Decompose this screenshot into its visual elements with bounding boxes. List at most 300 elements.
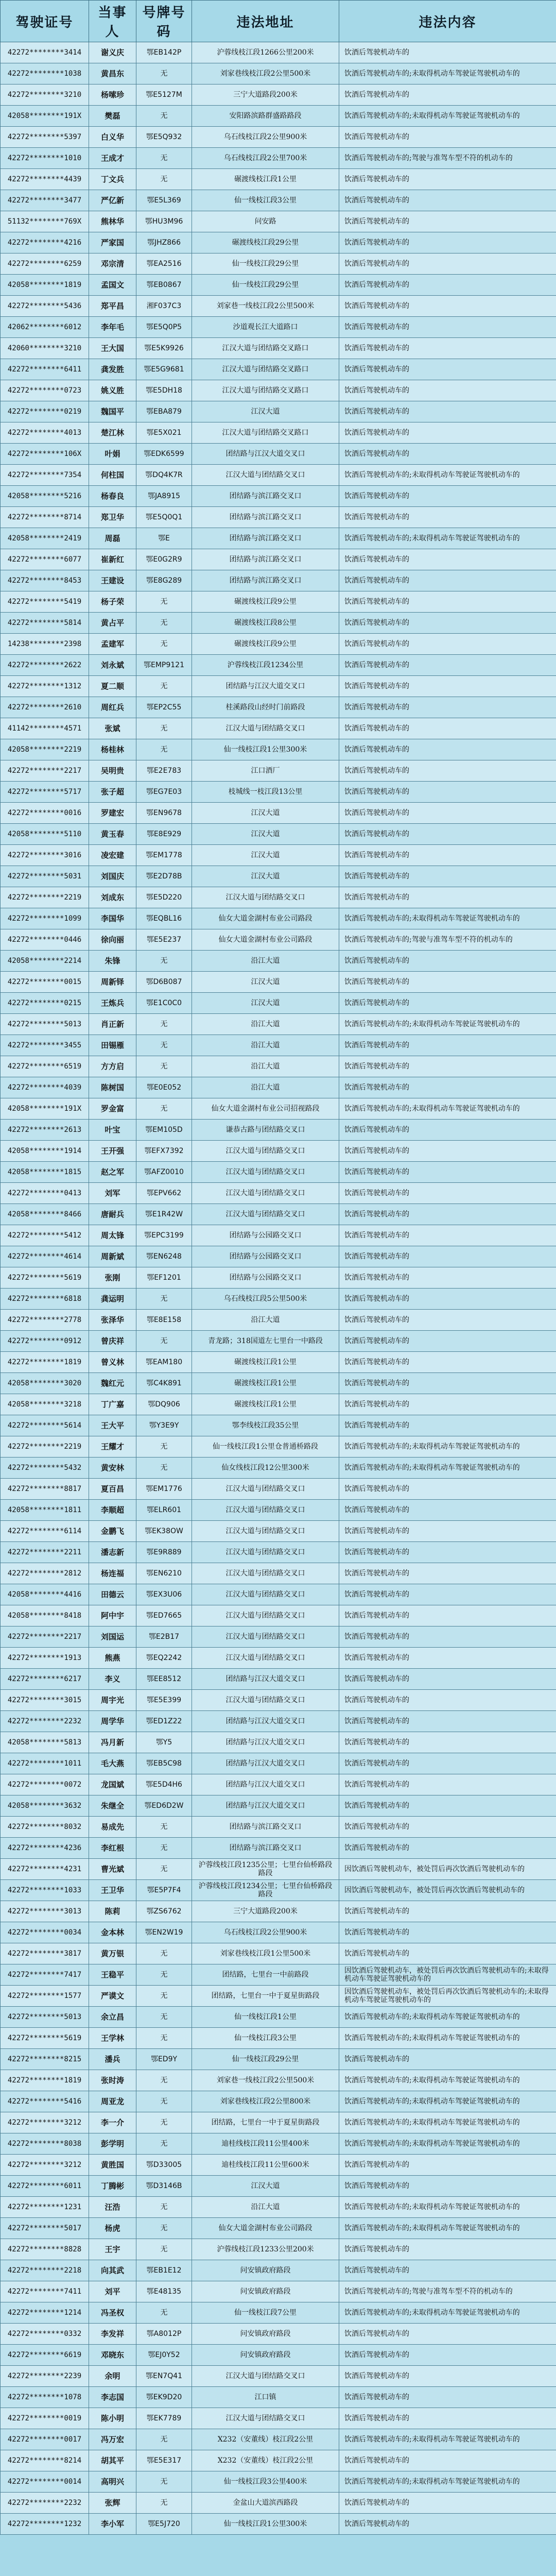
license-cell: 42272********2610 <box>1 697 89 718</box>
table-row <box>1 2239 556 2260</box>
location-cell: 团结路与滨江路交叉口 <box>192 1817 339 1838</box>
location-cell: 仙一线枝江段3公里 <box>192 2028 339 2049</box>
license-cell: 42272********0332 <box>1 2324 89 2345</box>
license-cell: 42272********5013 <box>1 1014 89 1035</box>
table-row <box>1 84 556 106</box>
content-cell: 饮酒后驾驶机动车的 <box>339 232 556 253</box>
license-cell: 42272********2217 <box>1 760 89 782</box>
content-cell: 饮酒后驾驶机动车的 <box>339 1817 556 1838</box>
content-cell: 饮酒后驾驶机动车的 <box>339 1690 556 1711</box>
license-cell: 42272********5717 <box>1 782 89 803</box>
location-cell: 沿江大道 <box>192 1077 339 1098</box>
table-row <box>1 232 556 253</box>
plate-cell: 无 <box>136 1289 192 1310</box>
plate-cell: 鄂EM1778 <box>136 845 192 866</box>
party-cell: 张泽华 <box>89 1310 136 1331</box>
license-cell: 42272********3016 <box>1 845 89 866</box>
license-cell: 42272********0912 <box>1 1331 89 1352</box>
location-cell: 仙一线枝江段1公里300米 <box>192 2514 339 2535</box>
license-cell: 14238********2398 <box>1 634 89 655</box>
license-cell: 42272********6519 <box>1 1056 89 1077</box>
plate-cell: 无 <box>136 951 192 972</box>
license-cell: 42272********3212 <box>1 2112 89 2133</box>
party-cell: 郑卫华 <box>89 507 136 528</box>
content-cell: 饮酒后驾驶机动车的;驾驶与准驾车型不符的机动车的 <box>339 2281 556 2302</box>
plate-cell: 鄂EPC3199 <box>136 1225 192 1246</box>
plate-cell: 无 <box>136 2070 192 2091</box>
table-row <box>1 2471 556 2493</box>
plate-cell: 鄂JA8915 <box>136 486 192 507</box>
plate-cell: 鄂EN7Q41 <box>136 2366 192 2387</box>
party-cell: 方方启 <box>89 1056 136 1077</box>
location-cell: 问安镇政府路段 <box>192 2345 339 2366</box>
plate-cell: 鄂EN2W19 <box>136 1922 192 1943</box>
plate-cell: 无 <box>136 1817 192 1838</box>
content-cell: 饮酒后驾驶机动车的;未取得机动车驾驶证驾驶机动车的 <box>339 2302 556 2324</box>
table-row <box>1 676 556 697</box>
location-cell: 江汉大道与团结路交叉口 <box>192 1500 339 1521</box>
plate-cell: 无 <box>136 2471 192 2493</box>
location-cell: 团结路与江汉大道交叉口 <box>192 1732 339 1753</box>
table-row <box>1 2091 556 2112</box>
plate-cell: 鄂ED1Z22 <box>136 1711 192 1732</box>
party-cell: 金鹏飞 <box>89 1521 136 1542</box>
location-cell: 团结路与江汉大道交叉口 <box>192 1795 339 1817</box>
content-cell: 饮酒后驾驶机动车的 <box>339 697 556 718</box>
content-cell: 饮酒后驾驶机动车的;未取得机动车驾驶证驾驶机动车的 <box>339 1436 556 1458</box>
license-cell: 42272********5419 <box>1 591 89 613</box>
location-cell: 乌石线枝江段2公里900米 <box>192 127 339 148</box>
location-cell: 江汉大道 <box>192 845 339 866</box>
license-cell: 42272********2812 <box>1 1563 89 1584</box>
content-cell: 饮酒后驾驶机动车的;未取得机动车驾驶证驾驶机动车的 <box>339 2070 556 2091</box>
license-cell: 42272********5814 <box>1 613 89 634</box>
plate-cell: 鄂DQ906 <box>136 1394 192 1415</box>
plate-cell: 无 <box>136 1964 192 1986</box>
content-cell: 饮酒后驾驶机动车的 <box>339 2155 556 2176</box>
location-cell: 江汉大道与团结路交叉口 <box>192 1605 339 1626</box>
party-cell: 冯万宏 <box>89 2429 136 2450</box>
location-cell: 碾渡线枝江段9公里 <box>192 634 339 655</box>
plate-cell: 鄂E5L369 <box>136 190 192 211</box>
license-cell: 42058********191X <box>1 1098 89 1120</box>
table-row <box>1 1500 556 1521</box>
location-cell: 团结路，七里台一中于夏星街路段 <box>192 2112 339 2133</box>
location-cell: 乌石线枝江段5公里500米 <box>192 1289 339 1310</box>
party-cell: 王学林 <box>89 2028 136 2049</box>
license-cell: 42272********4013 <box>1 422 89 444</box>
plate-cell: 无 <box>136 718 192 739</box>
license-cell: 42272********8828 <box>1 2239 89 2260</box>
license-cell: 42058********8466 <box>1 1204 89 1225</box>
location-cell: 碾渡线枝江段1公里 <box>192 1352 339 1373</box>
table-row <box>1 422 556 444</box>
content-cell: 饮酒后驾驶机动车的 <box>339 782 556 803</box>
table-row <box>1 1225 556 1246</box>
location-cell: 三宁大道路段200米 <box>192 84 339 106</box>
plate-cell: 鄂DQ4K7R <box>136 465 192 486</box>
location-cell: 仙一线枝江段7公里 <box>192 2302 339 2324</box>
table-row <box>1 1774 556 1795</box>
location-cell: 江汉大道与团结路交叉路口 <box>192 380 339 401</box>
party-cell: 魏红元 <box>89 1373 136 1394</box>
table-row <box>1 338 556 359</box>
license-cell: 42058********3218 <box>1 1394 89 1415</box>
table-row <box>1 317 556 338</box>
content-cell: 饮酒后驾驶机动车的;未取得机动车驾驶证驾驶机动车的 <box>339 2197 556 2218</box>
plate-cell: 鄂C4K891 <box>136 1373 192 1394</box>
table-row <box>1 1479 556 1500</box>
location-cell: 江汉大道与团结路交叉口 <box>192 718 339 739</box>
location-cell: 桂溪路段山经时门前路段 <box>192 697 339 718</box>
party-cell: 夏百昌 <box>89 1479 136 1500</box>
content-cell: 饮酒后驾驶机动车的;未取得机动车驾驶证驾驶机动车的 <box>339 106 556 127</box>
location-cell: 江汉大道与团结路交叉口 <box>192 1542 339 1563</box>
content-cell: 饮酒后驾驶机动车的 <box>339 1225 556 1246</box>
table-row <box>1 1183 556 1204</box>
content-cell: 饮酒后驾驶机动车的 <box>339 2324 556 2345</box>
party-cell: 龚运明 <box>89 1289 136 1310</box>
party-cell: 曹光斌 <box>89 1859 136 1880</box>
party-cell: 黄万银 <box>89 1943 136 1964</box>
table-row <box>1 1838 556 1859</box>
location-cell: 江汉大道与团结路交叉口 <box>192 1584 339 1605</box>
plate-cell: 鄂EB0867 <box>136 275 192 296</box>
content-cell: 饮酒后驾驶机动车的 <box>339 760 556 782</box>
table-row <box>1 2366 556 2387</box>
table-row <box>1 1817 556 1838</box>
content-cell: 饮酒后驾驶机动车的 <box>339 422 556 444</box>
license-cell: 42272********2218 <box>1 2260 89 2281</box>
plate-cell: 无 <box>136 2218 192 2239</box>
license-cell: 42272********0016 <box>1 803 89 824</box>
content-cell: 饮酒后驾驶机动车的 <box>339 591 556 613</box>
plate-cell: 无 <box>136 634 192 655</box>
plate-cell: 鄂ED9Y <box>136 2049 192 2070</box>
plate-cell: 鄂EJ0Y52 <box>136 2345 192 2366</box>
party-cell: 张子超 <box>89 782 136 803</box>
location-cell: 团结路与江汉大道交叉口 <box>192 1753 339 1774</box>
plate-cell: 无 <box>136 1056 192 1077</box>
party-cell: 黄玉春 <box>89 824 136 845</box>
content-cell: 饮酒后驾驶机动车的 <box>339 2239 556 2260</box>
location-cell: 沪蓉线枝江段1233公里200米 <box>192 2239 339 2260</box>
party-cell: 魏国平 <box>89 401 136 422</box>
content-cell: 饮酒后驾驶机动车的;未取得机动车驾驶证驾驶机动车的 <box>339 528 556 549</box>
license-cell: 42272********2613 <box>1 1120 89 1141</box>
content-cell: 饮酒后驾驶机动车的 <box>339 359 556 380</box>
party-cell: 邓晓东 <box>89 2345 136 2366</box>
plate-cell: 无 <box>136 1331 192 1352</box>
location-cell: 团结路，七里台一中前路段 <box>192 1964 339 1986</box>
location-cell: 仙一线枝江段29公里 <box>192 253 339 275</box>
content-cell: 饮酒后驾驶机动车的 <box>339 1479 556 1500</box>
table-row <box>1 486 556 507</box>
table-row <box>1 1795 556 1817</box>
plate-cell: 鄂EB142P <box>136 42 192 63</box>
plate-cell: 鄂EA2516 <box>136 253 192 275</box>
plate-cell: 鄂EN9678 <box>136 803 192 824</box>
party-cell: 余明 <box>89 2366 136 2387</box>
license-cell: 42272********0215 <box>1 993 89 1014</box>
license-cell: 42272********4236 <box>1 1838 89 1859</box>
location-cell: 仙一线枝江段3公里400米 <box>192 2471 339 2493</box>
license-cell: 42272********5397 <box>1 127 89 148</box>
party-cell: 王宇 <box>89 2239 136 2260</box>
table-row <box>1 2324 556 2345</box>
party-cell: 熊燕 <box>89 1648 136 1669</box>
table-row <box>1 929 556 951</box>
plate-cell: 鄂Y3E9Y <box>136 1415 192 1436</box>
content-cell: 饮酒后驾驶机动车的 <box>339 993 556 1014</box>
license-cell: 42272********3817 <box>1 1943 89 1964</box>
party-cell: 杨桂林 <box>89 739 136 760</box>
content-cell: 饮酒后驾驶机动车的 <box>339 401 556 422</box>
plate-cell: 鄂EB1E12 <box>136 2260 192 2281</box>
content-cell: 饮酒后驾驶机动车的 <box>339 1605 556 1626</box>
plate-cell: 鄂ZS6762 <box>136 1901 192 1922</box>
content-cell: 饮酒后驾驶机动车的 <box>339 718 556 739</box>
location-cell: 团结路与滨江路交叉口 <box>192 1838 339 1859</box>
plate-cell: 无 <box>136 1458 192 1479</box>
plate-cell: 鄂EK9D20 <box>136 2387 192 2408</box>
party-cell: 叶宝 <box>89 1120 136 1141</box>
license-cell: 42272********5416 <box>1 2091 89 2112</box>
content-cell: 饮酒后驾驶机动车的 <box>339 2366 556 2387</box>
location-cell: 团结路与公园路交叉口 <box>192 1246 339 1267</box>
plate-cell: 鄂EK7789 <box>136 2408 192 2429</box>
party-cell: 田锡雁 <box>89 1035 136 1056</box>
location-cell: 仙女大道金湖村布业公司路段 <box>192 908 339 929</box>
location-cell: 碾渡线枝江段9公里 <box>192 591 339 613</box>
location-cell: 江汉大道与团结路交叉口 <box>192 1162 339 1183</box>
table-row <box>1 760 556 782</box>
license-cell: 42272********2219 <box>1 887 89 908</box>
license-cell: 42272********5017 <box>1 2218 89 2239</box>
plate-cell: 鄂EM1776 <box>136 1479 192 1500</box>
table-row <box>1 1542 556 1563</box>
location-cell: 鄂李线枝江段35公里 <box>192 1415 339 1436</box>
party-cell: 刘国运 <box>89 1626 136 1648</box>
plate-cell: 无 <box>136 2302 192 2324</box>
party-cell: 王大国 <box>89 338 136 359</box>
content-cell: 饮酒后驾驶机动车的 <box>339 887 556 908</box>
content-cell: 饮酒后驾驶机动车的 <box>339 1711 556 1732</box>
table-row <box>1 655 556 676</box>
plate-cell: 无 <box>136 2091 192 2112</box>
license-cell: 42058********5110 <box>1 824 89 845</box>
content-cell: 饮酒后驾驶机动车的;未取得机动车驾驶证驾驶机动车的 <box>339 2218 556 2239</box>
location-cell: 碾渡线枝江段1公里 <box>192 1373 339 1394</box>
license-cell: 42272********6077 <box>1 549 89 570</box>
content-cell: 饮酒后驾驶机动车的 <box>339 824 556 845</box>
plate-cell: 鄂EN6210 <box>136 1563 192 1584</box>
license-cell: 42272********3212 <box>1 2155 89 2176</box>
content-cell: 因饮酒后驾驶机动车，被处罚后再次饮酒后驾驶机动车的 <box>339 1859 556 1880</box>
content-cell: 饮酒后驾驶机动车的 <box>339 2450 556 2471</box>
plate-cell: 鄂E9R889 <box>136 1542 192 1563</box>
table-row <box>1 2493 556 2514</box>
party-cell: 熊林华 <box>89 211 136 232</box>
table-row <box>1 1986 556 2007</box>
content-cell: 饮酒后驾驶机动车的 <box>339 1542 556 1563</box>
license-cell: 42272********5031 <box>1 866 89 887</box>
plate-cell: 鄂E5127M <box>136 84 192 106</box>
table-row <box>1 127 556 148</box>
table-row <box>1 2260 556 2281</box>
plate-cell: 鄂D6B087 <box>136 972 192 993</box>
content-cell: 饮酒后驾驶机动车的;未取得机动车驾驶证驾驶机动车的 <box>339 2007 556 2028</box>
party-cell: 潘兵 <box>89 2049 136 2070</box>
table-row <box>1 1753 556 1774</box>
license-cell: 42272********5013 <box>1 2007 89 2028</box>
party-cell: 谢义庆 <box>89 42 136 63</box>
license-cell: 42272********2217 <box>1 1626 89 1648</box>
party-cell: 曾庆祥 <box>89 1331 136 1352</box>
content-cell: 饮酒后驾驶机动车的 <box>339 1310 556 1331</box>
location-cell: 仙一线枝江段29公里 <box>192 275 339 296</box>
plate-cell: 鄂ELR601 <box>136 1500 192 1521</box>
license-cell: 42058********4416 <box>1 1584 89 1605</box>
table-row <box>1 2155 556 2176</box>
table-row <box>1 1162 556 1183</box>
content-cell: 饮酒后驾驶机动车的 <box>339 1352 556 1373</box>
plate-cell: 鄂D3146B <box>136 2176 192 2197</box>
plate-cell: 无 <box>136 2493 192 2514</box>
table-row <box>1 1120 556 1141</box>
party-cell: 陈莉 <box>89 1901 136 1922</box>
location-cell: 沪蓉线枝江段1235公里；七里台仙桥路段路段 <box>192 1859 339 1880</box>
location-cell: 问安路 <box>192 211 339 232</box>
content-cell: 饮酒后驾驶机动车的 <box>339 570 556 591</box>
party-cell: 向其武 <box>89 2260 136 2281</box>
location-cell: 团结路与滨江路交叉口 <box>192 486 339 507</box>
party-cell: 陈树国 <box>89 1077 136 1098</box>
table-row <box>1 591 556 613</box>
license-cell: 42272********2622 <box>1 655 89 676</box>
plate-cell: 无 <box>136 1035 192 1056</box>
plate-cell: 鄂E5Q932 <box>136 127 192 148</box>
table-row <box>1 2408 556 2429</box>
plate-cell: 鄂EPV662 <box>136 1183 192 1204</box>
plate-cell: 无 <box>136 106 192 127</box>
table-row <box>1 507 556 528</box>
license-cell: 42272********1078 <box>1 2387 89 2408</box>
location-cell: 江口镇 <box>192 2387 339 2408</box>
table-row <box>1 1732 556 1753</box>
party-cell: 张时涛 <box>89 2070 136 2091</box>
location-cell: 江汉大道与团结路交叉口 <box>192 465 339 486</box>
content-cell: 饮酒后驾驶机动车的 <box>339 1141 556 1162</box>
plate-cell: 无 <box>136 739 192 760</box>
party-cell: 夏二顺 <box>89 676 136 697</box>
content-cell: 饮酒后驾驶机动车的 <box>339 2514 556 2535</box>
party-cell: 冯月新 <box>89 1732 136 1753</box>
license-cell: 42272********8038 <box>1 2133 89 2155</box>
license-cell: 42272********0446 <box>1 929 89 951</box>
license-cell: 42272********1011 <box>1 1753 89 1774</box>
content-cell: 饮酒后驾驶机动车的 <box>339 2049 556 2070</box>
license-cell: 42272********2778 <box>1 1310 89 1331</box>
location-cell: 枝城线一枝江段13公里 <box>192 782 339 803</box>
license-cell: 42272********2232 <box>1 1711 89 1732</box>
party-cell: 刘永斌 <box>89 655 136 676</box>
location-cell: 青龙路；318国道左七里台一中路段 <box>192 1331 339 1352</box>
location-cell: 碾渡线枝江段1公里 <box>192 1394 339 1415</box>
license-cell: 42062********6012 <box>1 317 89 338</box>
location-cell: 江汉大道 <box>192 2176 339 2197</box>
party-cell: 易成先 <box>89 1817 136 1838</box>
table-row <box>1 2429 556 2450</box>
location-cell: 江汉大道 <box>192 972 339 993</box>
party-cell: 邓宗清 <box>89 253 136 275</box>
license-cell: 42272********0017 <box>1 2429 89 2450</box>
table-row <box>1 296 556 317</box>
plate-cell: 无 <box>136 1098 192 1120</box>
content-cell: 饮酒后驾驶机动车的 <box>339 1838 556 1859</box>
license-cell: 42272********1038 <box>1 63 89 84</box>
location-cell: 沿江大道 <box>192 1035 339 1056</box>
license-cell: 42272********1819 <box>1 1352 89 1373</box>
table-row <box>1 253 556 275</box>
location-cell: 团结路与公园路交叉口 <box>192 1225 339 1246</box>
party-cell: 彭学明 <box>89 2133 136 2155</box>
license-cell: 42272********8453 <box>1 570 89 591</box>
location-cell: 三宁大道路段200米 <box>192 1901 339 1922</box>
table-row <box>1 1648 556 1669</box>
location-cell: 江汉大道 <box>192 824 339 845</box>
location-cell: 沿江大道 <box>192 951 339 972</box>
content-cell: 饮酒后驾驶机动车的 <box>339 84 556 106</box>
plate-cell: 无 <box>136 1014 192 1035</box>
location-cell: 江汉大道与团结路交叉口 <box>192 1479 339 1500</box>
party-cell: 周亚龙 <box>89 2091 136 2112</box>
license-cell: 42272********1033 <box>1 1880 89 1901</box>
table-row <box>1 2028 556 2049</box>
location-cell: 碾渡线枝江段8公里 <box>192 613 339 634</box>
table-row <box>1 1964 556 1986</box>
party-cell: 李发祥 <box>89 2324 136 2345</box>
location-cell: 江汉大道与团结路交叉口 <box>192 887 339 908</box>
plate-cell: 鄂E5D4H6 <box>136 1774 192 1795</box>
license-cell: 42272********3414 <box>1 42 89 63</box>
location-cell: X232（安董线）枝江段2公里 <box>192 2450 339 2471</box>
license-cell: 42272********106X <box>1 444 89 465</box>
license-cell: 42272********4439 <box>1 169 89 190</box>
location-cell: 江口酒厂 <box>192 760 339 782</box>
location-cell: 团结路与江汉大道交叉口 <box>192 1669 339 1690</box>
plate-cell: 鄂E5E237 <box>136 929 192 951</box>
content-cell: 饮酒后驾驶机动车的;驾驶与准驾车型不符的机动车的 <box>339 148 556 169</box>
party-cell: 高明兴 <box>89 2471 136 2493</box>
party-cell: 王大平 <box>89 1415 136 1436</box>
plate-cell: 鄂E2B17 <box>136 1626 192 1648</box>
table-row <box>1 1373 556 1394</box>
content-cell: 饮酒后驾驶机动车的 <box>339 1246 556 1267</box>
license-cell: 42272********0034 <box>1 1922 89 1943</box>
plate-cell: 鄂E <box>136 528 192 549</box>
header-plate: 号牌号码 <box>136 1 192 42</box>
plate-cell: 鄂EQBL16 <box>136 908 192 929</box>
content-cell: 饮酒后驾驶机动车的 <box>339 1753 556 1774</box>
plate-cell: 鄂A8012P <box>136 2324 192 2345</box>
table-row <box>1 1922 556 1943</box>
party-cell: 余立昌 <box>89 2007 136 2028</box>
party-cell: 周红兵 <box>89 697 136 718</box>
location-cell: 仙女大道金湖村布业公司路段 <box>192 2218 339 2239</box>
license-cell: 42272********6217 <box>1 1669 89 1690</box>
plate-cell: 鄂E8E158 <box>136 1310 192 1331</box>
